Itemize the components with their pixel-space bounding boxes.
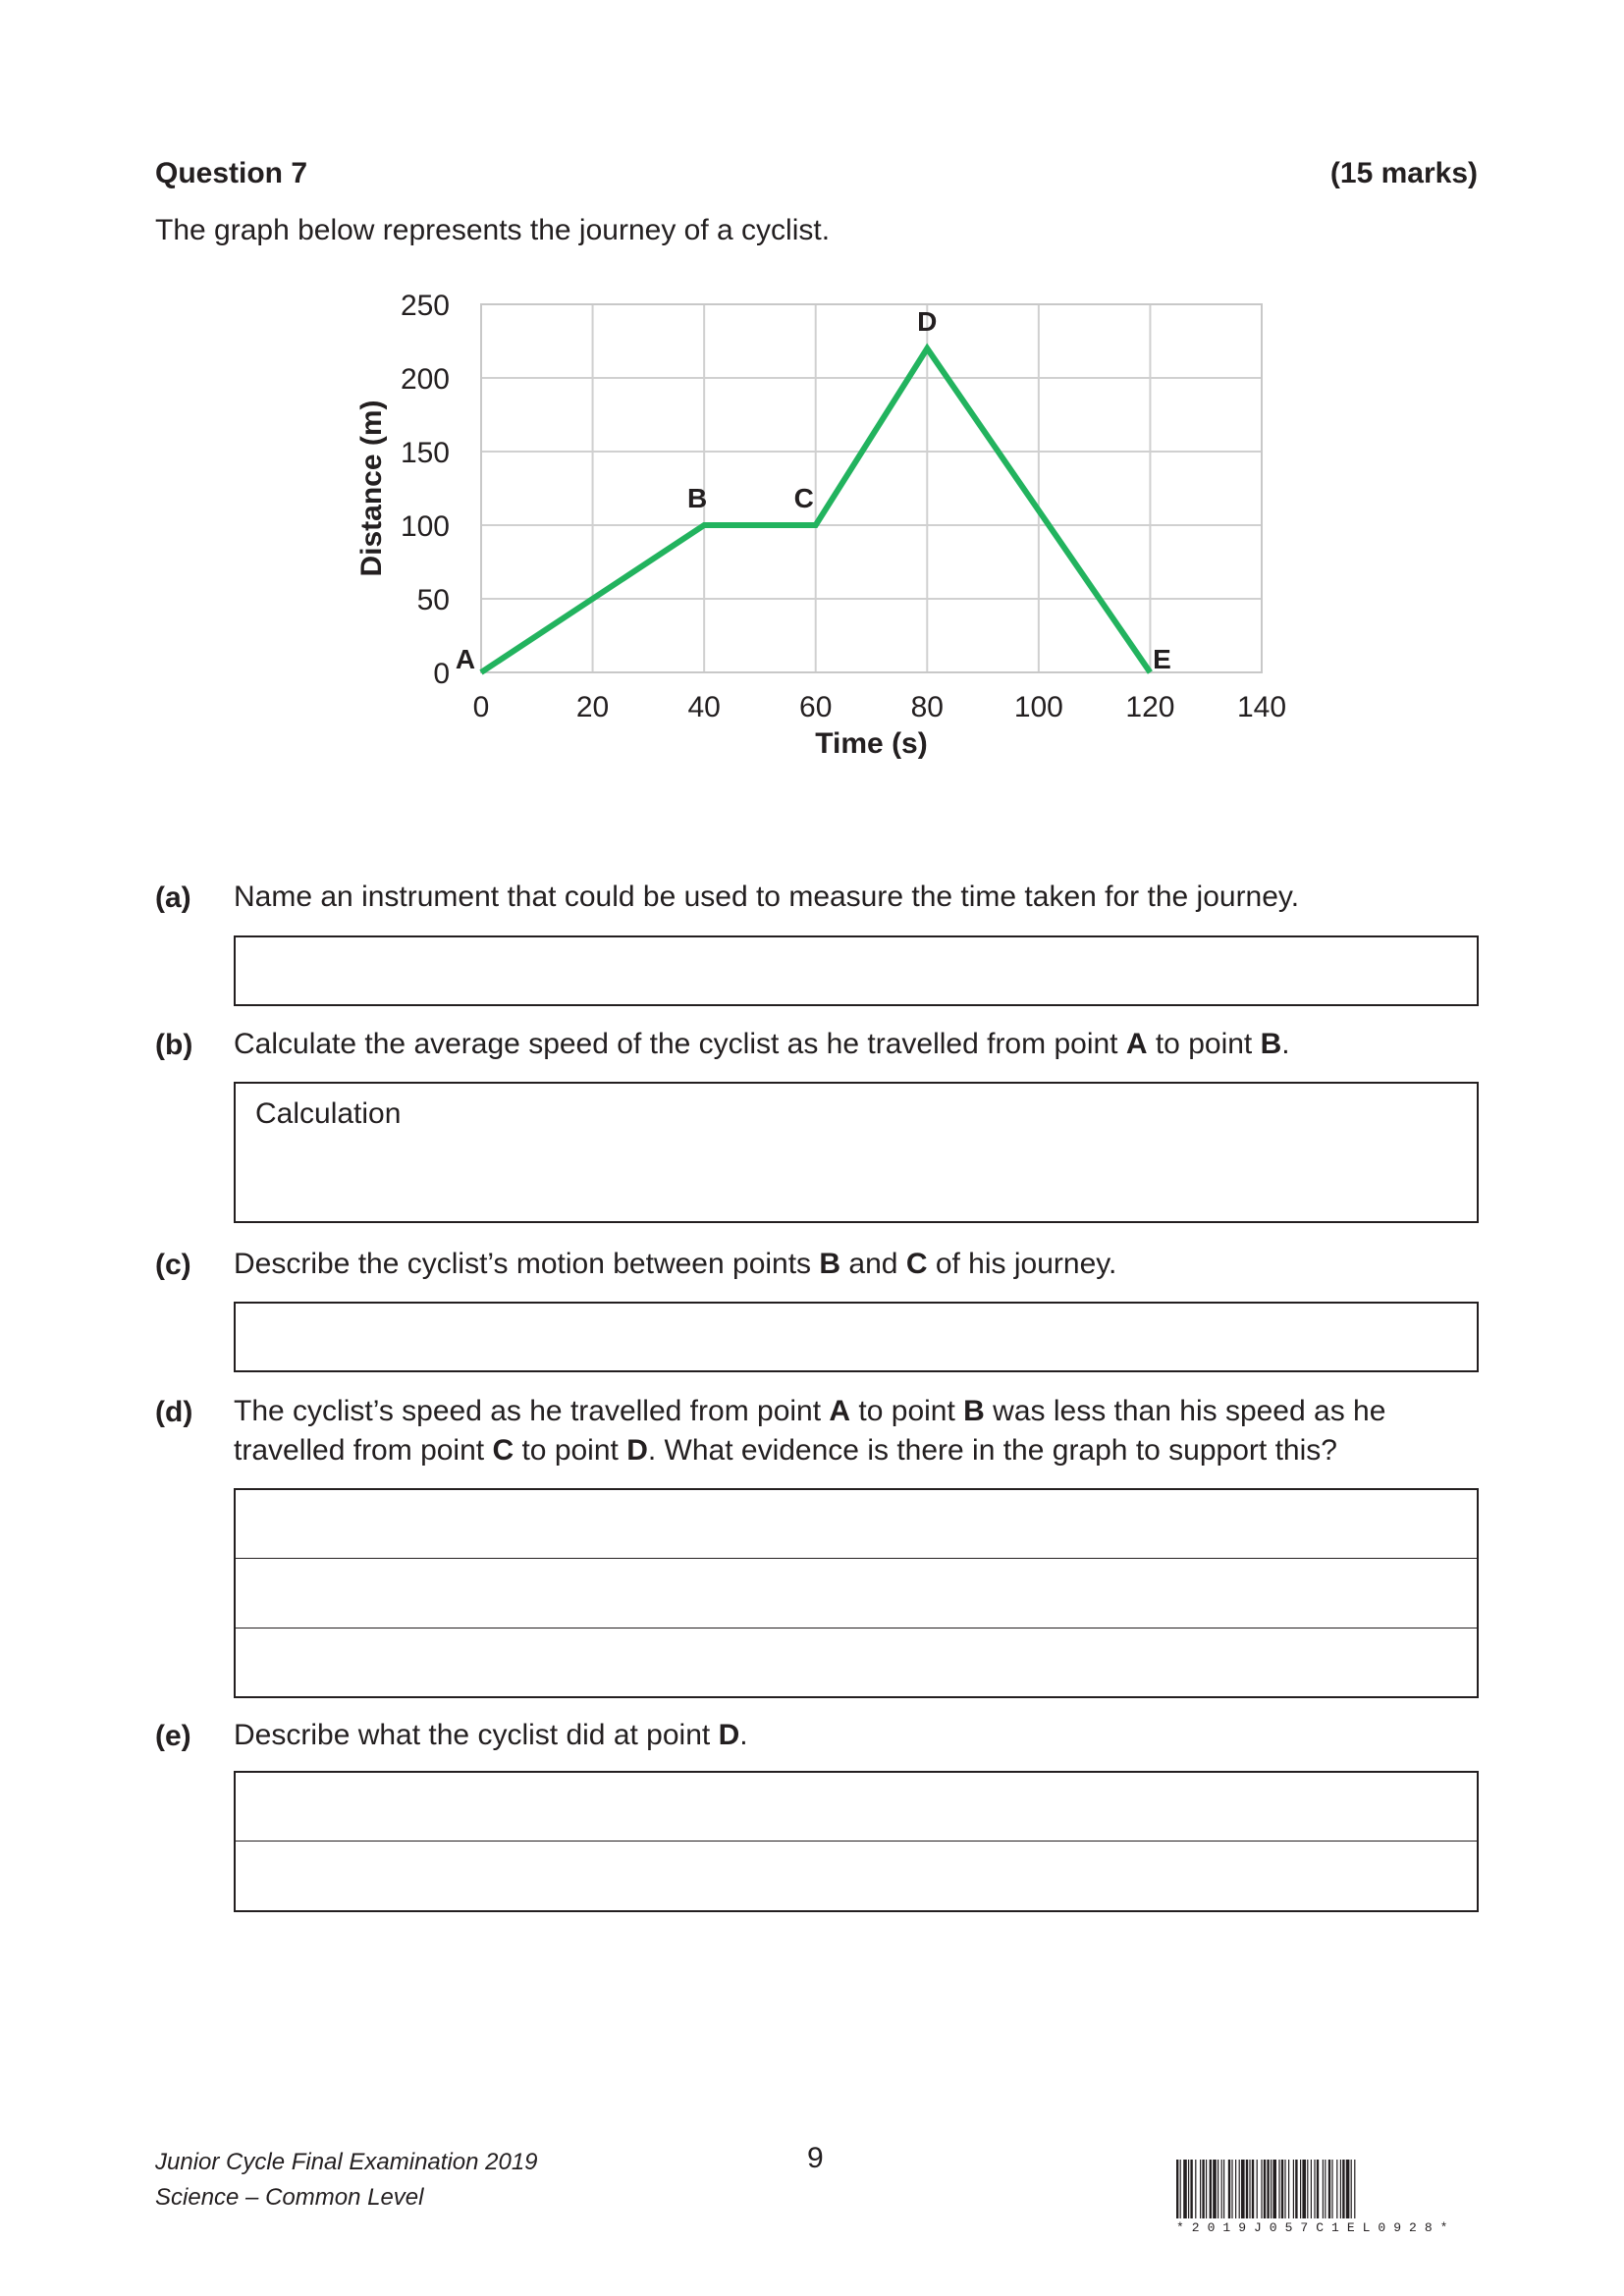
barcode-bar [1278,2160,1279,2218]
y-tick-label: 100 [400,510,450,543]
barcode-bar [1188,2160,1189,2218]
point-label-a: A [455,644,476,674]
part-e-answer-box[interactable] [234,1771,1479,1912]
barcode-bar [1200,2160,1201,2218]
part-d-answer-box[interactable] [234,1488,1479,1698]
footer-subject: Science – Common Level [155,2184,424,2211]
barcode-bar [1328,2160,1330,2218]
x-tick-label: 40 [687,691,721,723]
barcode-bar [1241,2160,1245,2218]
barcode [1176,2160,1510,2228]
barcode-bar [1346,2160,1350,2218]
barcode-bar [1351,2160,1352,2218]
point-label-b: B [687,483,708,513]
barcode-bar [1271,2160,1272,2218]
barcode-bar [1331,2160,1332,2218]
part-b-answer-box[interactable] [234,1082,1479,1223]
barcode-bar [1340,2160,1341,2218]
barcode-bar [1210,2160,1212,2218]
barcode-bar [1311,2160,1312,2218]
y-tick-label: 150 [400,437,450,469]
barcode-bar [1307,2160,1308,2218]
part-c-answer-box[interactable] [234,1302,1479,1372]
x-tick-label: 100 [1013,691,1063,723]
barcode-bar [1325,2160,1326,2218]
x-tick-label: 60 [799,691,833,723]
question-title: Question 7 [155,157,308,189]
answer-line [236,1841,1477,1842]
y-axis-label: Distance (m) [355,400,388,577]
barcode-bar [1342,2160,1344,2218]
answer-line [236,1558,1477,1559]
barcode-bar [1206,2160,1207,2218]
barcode-bar [1213,2160,1217,2218]
part-c-text: Describe the cyclist’s motion between points B and C of his journey. [234,1248,1117,1280]
x-tick-label: 140 [1236,691,1287,723]
calculation-label: Calculation [255,1097,402,1130]
barcode-bar [1195,2160,1196,2218]
barcode-text: *2019J057C1EL0928* [1176,2220,1456,2235]
barcode-bar [1295,2160,1297,2218]
part-c-label: (c) [155,1249,191,1281]
part-b-text: Calculate the average speed of the cyclist as he travelled from point A to point B. [234,1028,1290,1060]
barcode-bar [1202,2160,1204,2218]
barcode-bar [1246,2160,1248,2218]
point-label-c: C [793,483,814,513]
barcode-bar [1180,2160,1181,2218]
x-tick-label: 0 [472,691,490,723]
barcode-bar [1272,2160,1276,2218]
barcode-bar [1317,2160,1319,2218]
x-tick-label: 20 [575,691,610,723]
part-b-label: (b) [155,1029,193,1061]
barcode-bar [1314,2160,1315,2218]
y-tick-label: 250 [400,290,450,322]
question-marks: (15 marks) [1329,157,1478,189]
barcode-bar [1264,2160,1266,2218]
part-e-label: (e) [155,1720,191,1752]
part-d-text: The cyclist’s speed as he travelled from point A to point B was less than his speed as he travelled from point C to point D. What evidence is there in the graph to support this? [234,1395,1386,1467]
barcode-bar [1284,2160,1285,2218]
point-label-e: E [1153,644,1171,674]
x-axis-label: Time (s) [815,727,928,760]
barcode-bar [1323,2160,1324,2218]
barcode-bar [1288,2160,1289,2218]
y-tick-label: 200 [400,363,450,396]
barcode-bar [1267,2160,1269,2218]
barcode-bar [1231,2160,1232,2218]
footer-exam-info [155,2145,538,2216]
x-tick-label: 80 [910,691,944,723]
barcode-bar [1336,2160,1337,2218]
barcode-bar [1221,2160,1222,2218]
barcode-bar [1235,2160,1236,2218]
y-tick-label: 0 [433,658,450,690]
part-a-text: Name an instrument that could be used to measure the time taken for the journey. [234,881,1300,913]
barcode-bar [1354,2160,1355,2218]
barcode-bar [1293,2160,1294,2218]
part-e-text: Describe what the cyclist did at point D. [234,1719,748,1751]
answer-line [236,1628,1477,1629]
barcode-bar [1249,2160,1250,2218]
barcode-bar [1190,2160,1192,2218]
part-a-label: (a) [155,881,191,914]
point-label-d: D [917,306,938,337]
y-tick-label: 50 [416,584,450,616]
barcode-bar [1176,2160,1178,2218]
barcode-bar [1257,2160,1258,2218]
barcode-bar [1223,2160,1224,2218]
footer-exam-title: Junior Cycle Final Examination 2019 [155,2149,538,2175]
barcode-bar [1228,2160,1230,2218]
distance-time-graph [334,275,1316,785]
barcode-bar [1183,2160,1187,2218]
plot-area [481,304,1262,672]
part-a-answer-box[interactable] [234,935,1479,1006]
x-tick-label: 120 [1125,691,1175,723]
question-intro: The graph below represents the journey of a cyclist. [155,214,831,246]
barcode-bar [1300,2160,1301,2218]
barcode-bar [1252,2160,1254,2218]
page-number: 9 [807,2142,824,2174]
barcode-bar [1302,2160,1306,2218]
part-d-label: (d) [155,1396,193,1428]
barcode-bar [1261,2160,1262,2218]
barcode-bar [1239,2160,1240,2218]
barcode-bar [1281,2160,1283,2218]
